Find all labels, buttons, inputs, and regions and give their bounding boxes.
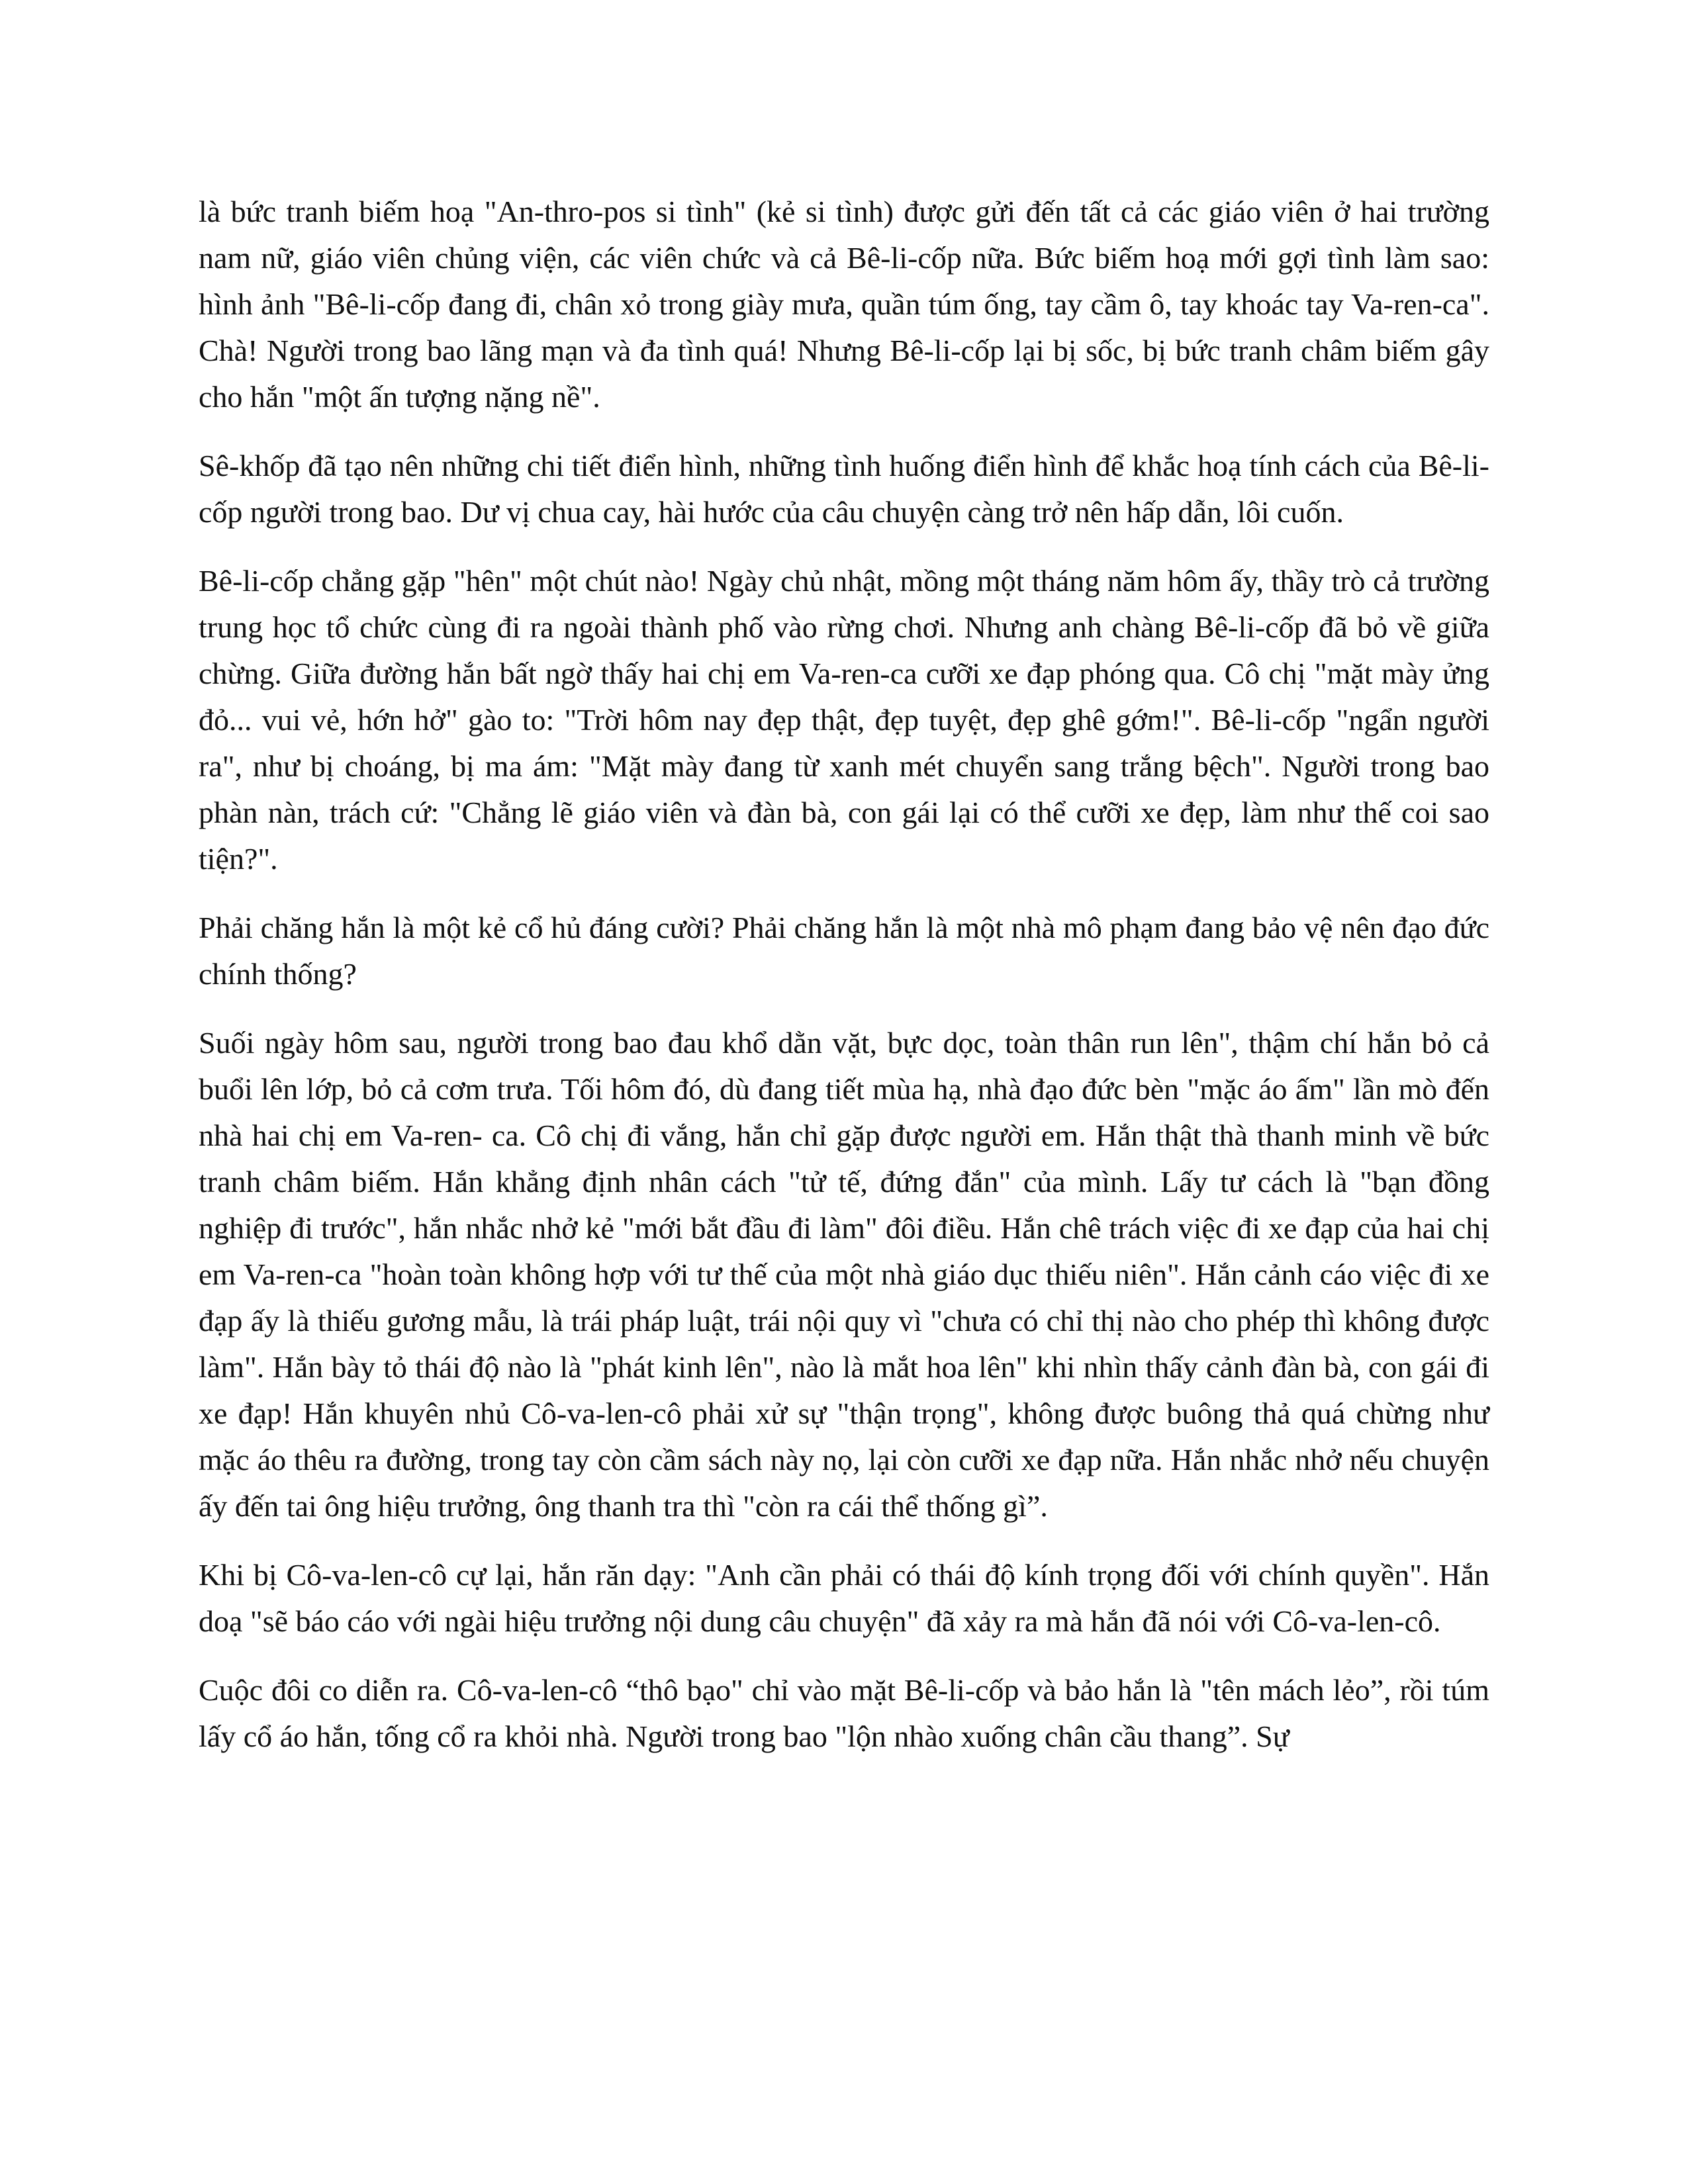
paragraph-2: Sê-khốp đã tạo nên những chi tiết điển hình, những tình huống điển hình để khắc hoạ tính cách của Bê-li-cốp người trong bao. Dư vị chua cay, hài hước của câu chuyện càng trở nên hấp dẫn, lôi cuốn. (199, 449, 1489, 529)
paragraph-3: Bê-li-cốp chẳng gặp "hên" một chút nào! Ngày chủ nhật, mồng một tháng năm hôm ấy, thầy trò cả trường trung học tổ chức cùng đi ra ngoài thành phố vào rừng chơi. Nhưng anh chàng Bê-li-cốp đã bỏ về giữa chừng. Giữa đường hắn bất ngờ thấy hai chị em Va-ren-ca cưỡi xe đạp phóng qua. Cô chị "mặt mày ửng đỏ... vui vẻ, hớn hở" gào to: "Trời hôm nay đẹp thật, đẹp tuyệt, đẹp ghê gớm!". Bê-li-cốp "ngẩn người ra", như bị choáng, bị ma ám: "Mặt mày đang từ xanh mét chuyển sang trắng bệch". Người trong bao phàn nàn, trách cứ: "Chẳng lẽ giáo viên và đàn bà, con gái lại có thể cưỡi xe đẹp, làm như thế coi sao tiện?". (199, 564, 1489, 876)
paragraph-1: là bức tranh biếm hoạ "An-thro-pos si tình" (kẻ si tình) được gửi đến tất cả các giáo viên ở hai trường nam nữ, giáo viên chủng viện, các viên chức và cả Bê-li-cốp nữa. Bức biếm hoạ mới gợi tình làm sao: hình ảnh "Bê-li-cốp đang đi, chân xỏ trong giày mưa, quần túm ống, tay cầm ô, tay khoác tay Va-ren-ca". Chà! Người trong bao lãng mạn và đa tình quá! Nhưng Bê-li-cốp lại bị sốc, bị bức tranh châm biếm gây cho hắn "một ấn tượng nặng nề". (199, 195, 1489, 414)
paragraph-7: Cuộc đôi co diễn ra. Cô-va-len-cô “thô bạo" chỉ vào mặt Bê-li-cốp và bảo hắn là "tên mách lẻo”, rồi túm lấy cổ áo hắn, tống cổ ra khỏi nhà. Người trong bao "lộn nhào xuống chân cầu thang”. Sự (199, 1673, 1489, 1753)
paragraph-5: Suối ngày hôm sau, người trong bao đau khổ dằn vặt, bực dọc, toàn thân run lên", thậm chí hắn bỏ cả buổi lên lớp, bỏ cả cơm trưa. Tối hôm đó, dù đang tiết mùa hạ, nhà đạo đức bèn "mặc áo ấm" lần mò đến nhà hai chị em Va-ren- ca. Cô chị đi vắng, hắn chỉ gặp được người em. Hắn thật thà thanh minh về bức tranh châm biếm. Hắn khẳng định nhân cách "tử tế, đứng đắn" của mình. Lấy tư cách là "bạn đồng nghiệp đi trước", hắn nhắc nhở kẻ "mới bắt đầu đi làm" đôi điều. Hắn chê trách việc đi xe đạp của hai chị em Va-ren-ca "hoàn toàn không hợp với tư thế của một nhà giáo dục thiếu niên". Hắn cảnh cáo việc đi xe đạp ấy là thiếu gương mẫu, là trái pháp luật, trái nội quy vì "chưa có chỉ thị nào cho phép thì không được làm". Hắn bày tỏ thái độ nào là "phát kinh lên", nào là mắt hoa lên" khi nhìn thấy cảnh đàn bà, con gái đi xe đạp! Hắn khuyên nhủ Cô-va-len-cô phải xử sự "thận trọng", không được buông thả quá chừng như mặc áo thêu ra đường, trong tay còn cầm sách này nọ, lại còn cưỡi xe đạp nữa. Hắn nhắc nhở nếu chuyện ấy đến tai ông hiệu trưởng, ông thanh tra thì "còn ra cái thể thống gì”. (199, 1026, 1489, 1523)
document-body (199, 189, 1489, 1782)
paragraph-6: Khi bị Cô-va-len-cô cự lại, hắn răn dạy: "Anh cần phải có thái độ kính trọng đối với chính quyền". Hắn doạ "sẽ báo cáo với ngài hiệu trưởng nội dung câu chuyện" đã xảy ra mà hắn đã nói với Cô-va-len-cô. (199, 1558, 1489, 1638)
paragraph-4: Phải chăng hắn là một kẻ cổ hủ đáng cười? Phải chăng hắn là một nhà mô phạm đang bảo vệ nên đạo đức chính thống? (199, 911, 1489, 991)
